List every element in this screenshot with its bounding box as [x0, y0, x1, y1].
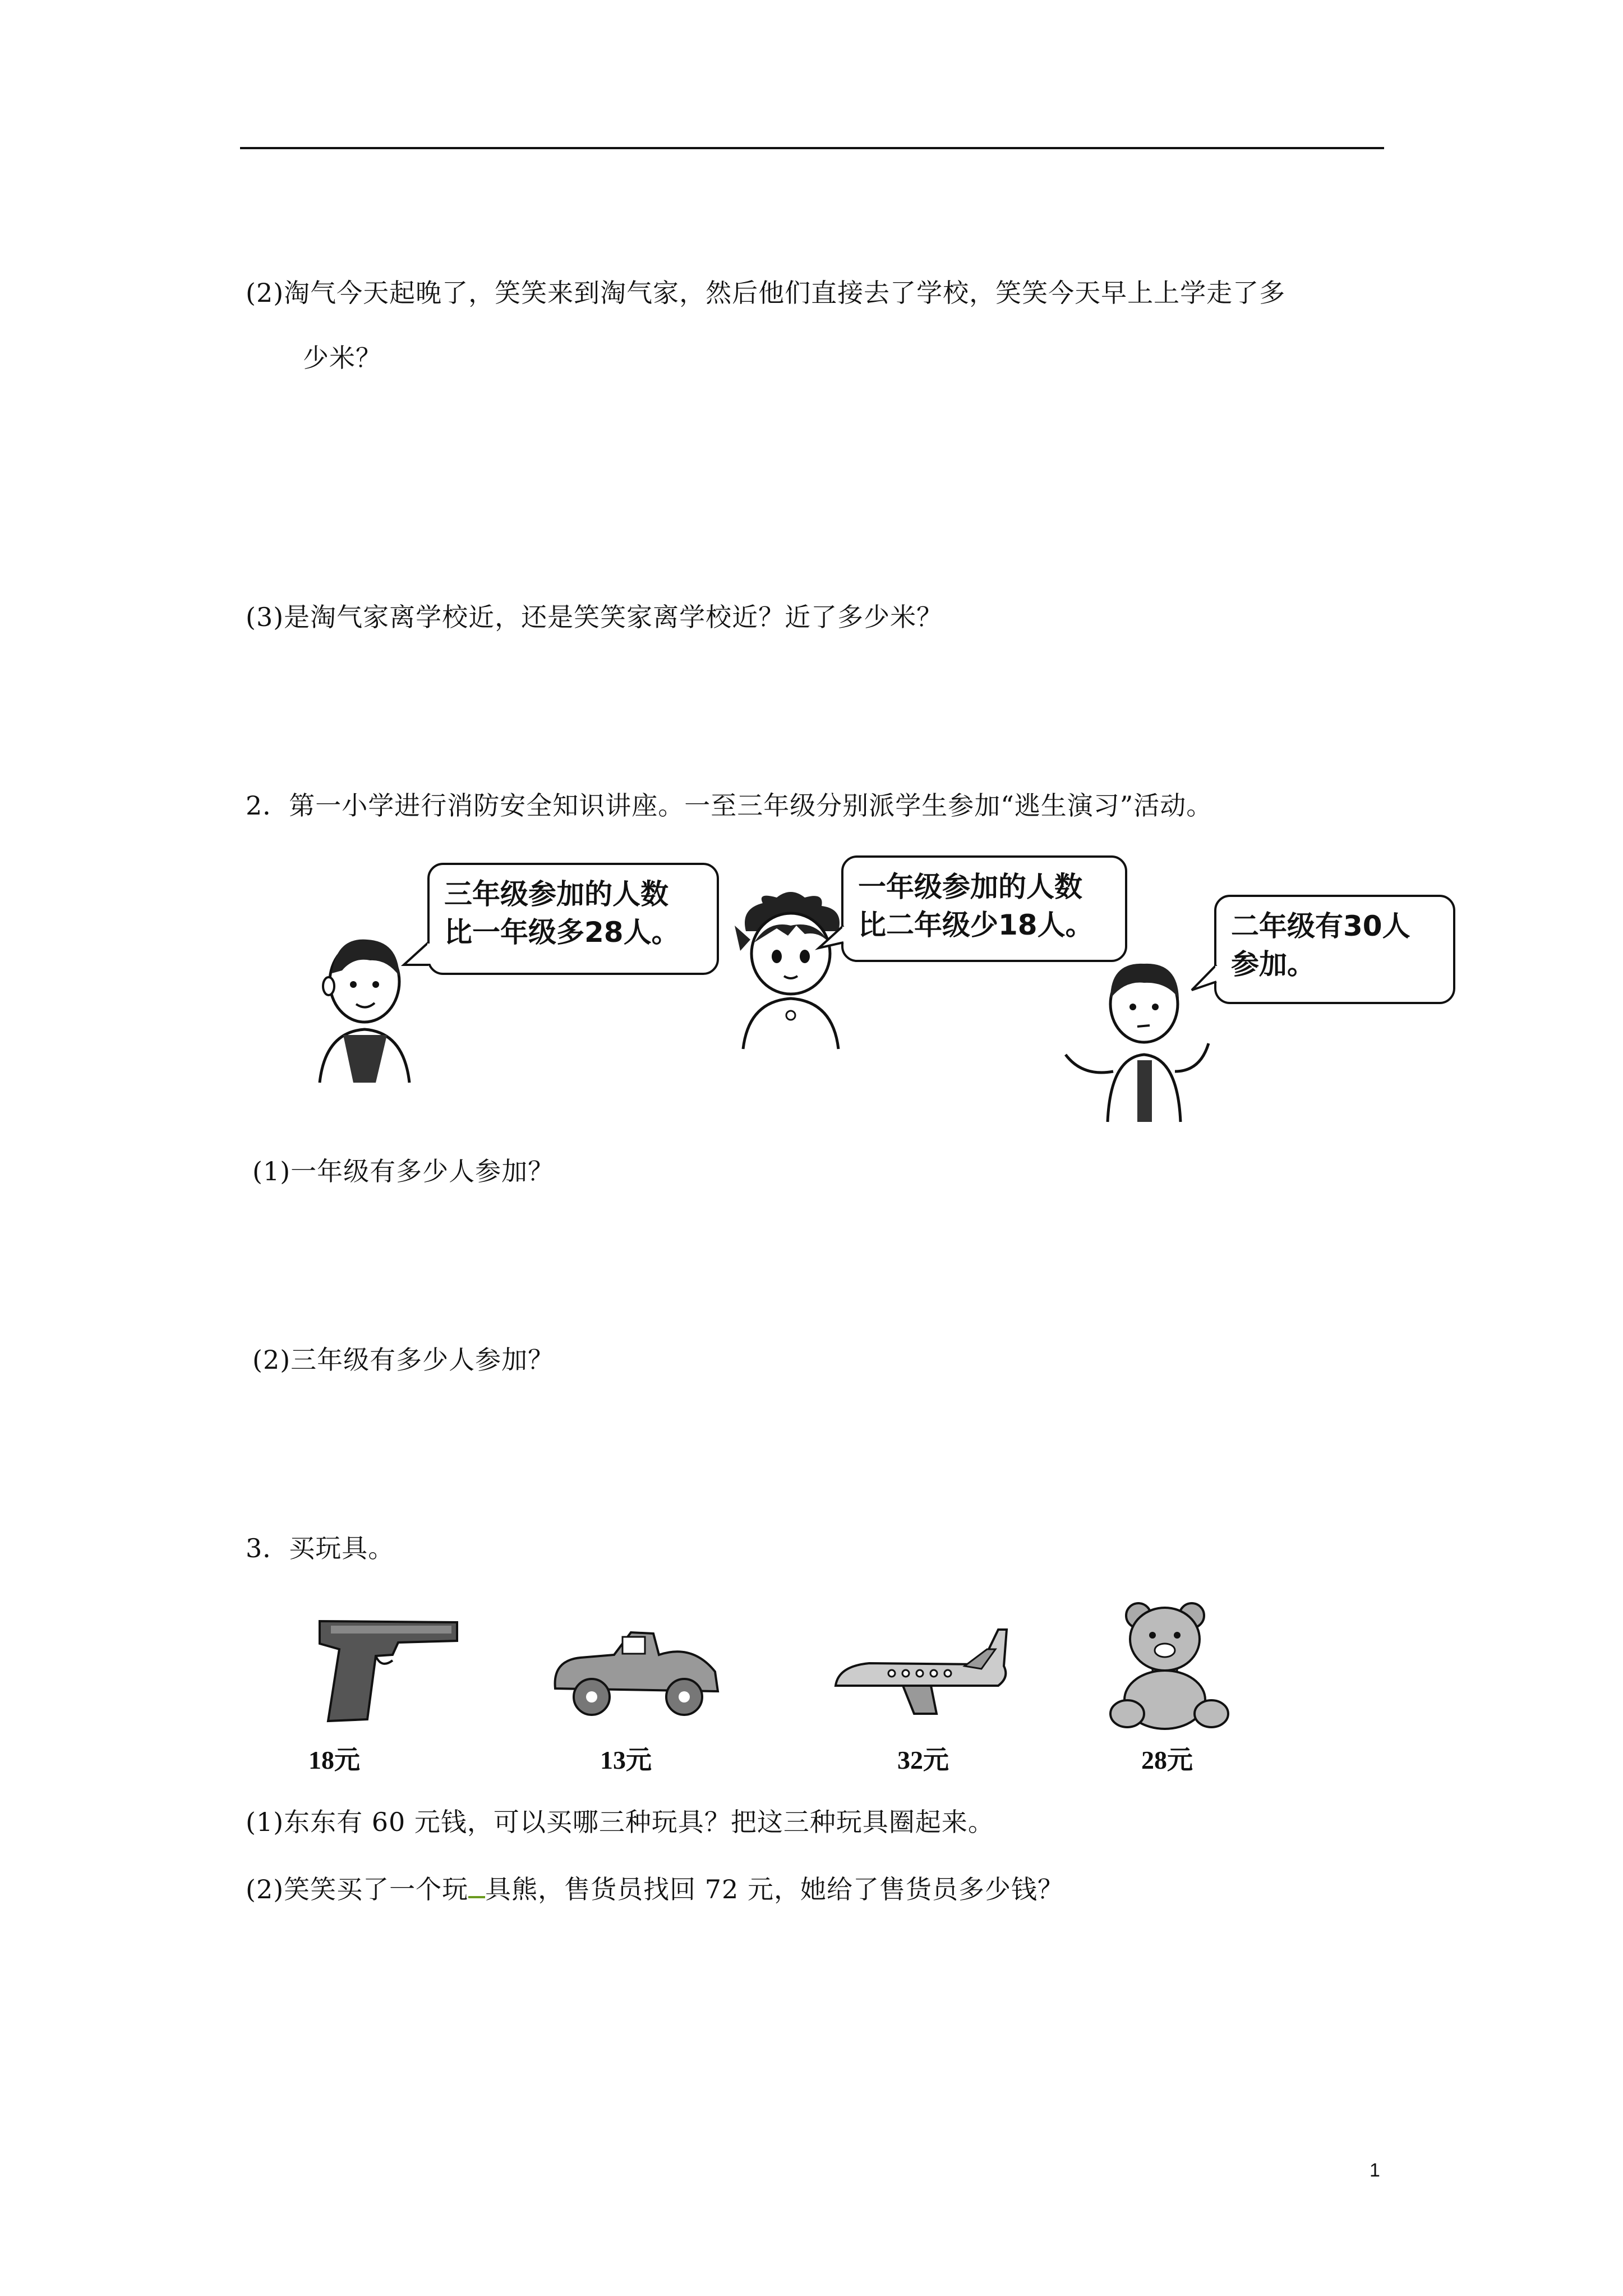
speech-bubble-3 [1214, 895, 1455, 1004]
toy-gun-price: 18元 [308, 1746, 360, 1774]
bubble1-line1: 三年级参加的人数 [444, 878, 668, 910]
q2-part1: (1)一年级有多少人参加？ [252, 1156, 555, 1186]
speech-bubble-1 [427, 863, 719, 975]
toy-car-icon [547, 1621, 726, 1722]
page-number: 1 [1370, 2160, 1380, 2181]
bubble3-line2: 参加。 [1231, 948, 1315, 981]
q1-part2-line2: 少米？ [303, 343, 382, 373]
toy-gun-icon [314, 1616, 465, 1728]
q1-part2-line1: (2)淘气今天起晚了，笑笑来到淘气家，然后他们直接去了学校，笑笑今天早上上学走了多 [246, 278, 1286, 308]
teddy-bear-price: 28元 [1141, 1746, 1193, 1774]
speech-bubble-2 [841, 855, 1127, 962]
bubble3-tail [1192, 965, 1225, 999]
q3-part2 [246, 1872, 1064, 1906]
girl-middle-icon [723, 886, 858, 1055]
teddy-bear-icon [1108, 1599, 1237, 1733]
header-rule [240, 147, 1384, 149]
q1-part3: (3)是淘气家离学校近，还是笑笑家离学校近？近了多少米？ [246, 602, 943, 632]
q3-part1: (1)东东有 60 元钱，可以买哪三种玩具？把这三种玩具圈起来。 [246, 1807, 994, 1837]
q3-title: 3．买玩具。 [246, 1533, 395, 1563]
toy-car-price: 13元 [600, 1746, 652, 1774]
toy-plane-price: 32元 [897, 1746, 949, 1774]
bubble2-line2: 比二年级少18人。 [858, 909, 1094, 941]
toy-plane-icon [830, 1624, 1015, 1719]
q3-part2-b: 具熊，售货员找回 72 元，她给了售货员多少钱？ [485, 1874, 1064, 1904]
answer-blank-mark [468, 1875, 485, 1898]
bubble2-tail [819, 926, 852, 959]
q3-part2-a: (2)笑笑买了一个玩 [246, 1874, 469, 1904]
bubble1-tail [404, 942, 437, 976]
bubble2-line1: 一年级参加的人数 [858, 871, 1082, 903]
q2-title: 2．第一小学进行消防安全知识讲座。一至三年级分别派学生参加“逃生演习”活动。 [246, 790, 1213, 821]
q2-part2: (2)三年级有多少人参加？ [252, 1345, 555, 1375]
bubble1-line2: 比一年级多28人。 [444, 916, 680, 949]
bubble3-line1: 二年级有30人 [1231, 910, 1410, 942]
